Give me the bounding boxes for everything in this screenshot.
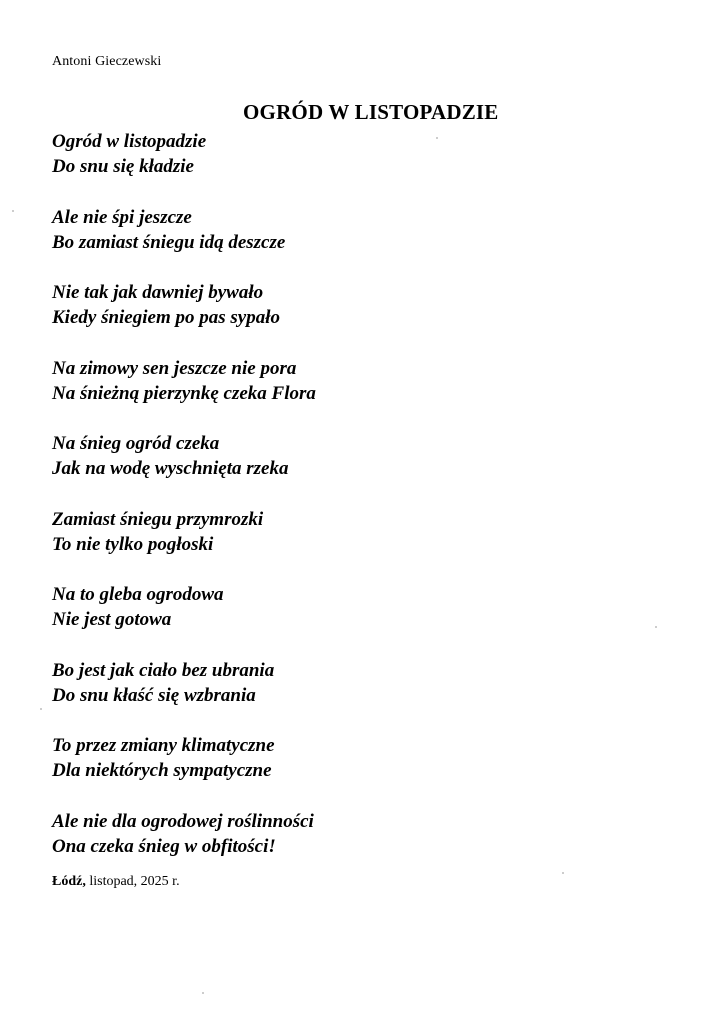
poem-line: Ona czeka śnieg w obfitości! <box>52 835 276 857</box>
stanza <box>52 280 692 330</box>
poem-title: OGRÓD W LISTOPADZIE <box>243 100 499 124</box>
scan-speck <box>562 872 564 874</box>
poem-line: Na zimowy sen jeszcze nie pora <box>52 357 297 379</box>
stanza <box>52 582 692 632</box>
poem-line: Bo jest jak ciało bez ubrania <box>52 659 275 681</box>
scan-speck <box>655 626 657 628</box>
poem-line: Ogród w listopadzie <box>52 131 207 152</box>
poem-line: Nie tak jak dawniej bywało <box>52 282 264 303</box>
stanza <box>52 507 692 557</box>
poem-body <box>52 129 692 884</box>
author-name: Antoni Gieczewski <box>52 54 162 69</box>
stanza <box>52 431 692 481</box>
date-text: listopad, 2025 r. <box>85 874 180 889</box>
place-name: Łódź, <box>52 874 86 889</box>
stanza <box>52 129 692 179</box>
poem-line: Na śnieżną pierzynkę czeka Flora <box>52 382 316 404</box>
place-date-line <box>52 874 180 890</box>
poem-line: Dla niektórych sympatyczne <box>52 760 272 781</box>
stanza <box>52 733 692 783</box>
stanza <box>52 205 692 255</box>
scan-speck <box>436 137 438 139</box>
stanza <box>52 809 692 859</box>
poem-line: Ale nie dla ogrodowej roślinności <box>52 810 314 832</box>
stanza <box>52 658 692 708</box>
poem-line: Do snu kłaść się wzbrania <box>52 684 256 706</box>
poem-line: Bo zamiast śniegu idą deszcze <box>52 231 286 253</box>
poem-line: Do snu się kładzie <box>52 156 194 177</box>
poem-line: Zamiast śniegu przymrozki <box>52 508 264 530</box>
poem-line: Jak na wodę wyschnięta rzeka <box>52 458 289 479</box>
scan-speck <box>202 992 204 994</box>
poem-line: To przez zmiany klimatyczne <box>52 735 275 756</box>
poem-line: Na to gleba ogrodowa <box>52 584 224 605</box>
stanza <box>52 356 692 406</box>
scan-speck <box>40 708 42 710</box>
poem-line: To nie tylko pogłoski <box>52 533 214 555</box>
scan-speck <box>12 210 14 212</box>
poem-line: Kiedy śniegiem po pas sypało <box>52 307 280 328</box>
poem-line: Na śnieg ogród czeka <box>52 433 220 454</box>
poem-line: Nie jest gotowa <box>52 609 172 630</box>
poem-line: Ale nie śpi jeszcze <box>52 206 192 228</box>
